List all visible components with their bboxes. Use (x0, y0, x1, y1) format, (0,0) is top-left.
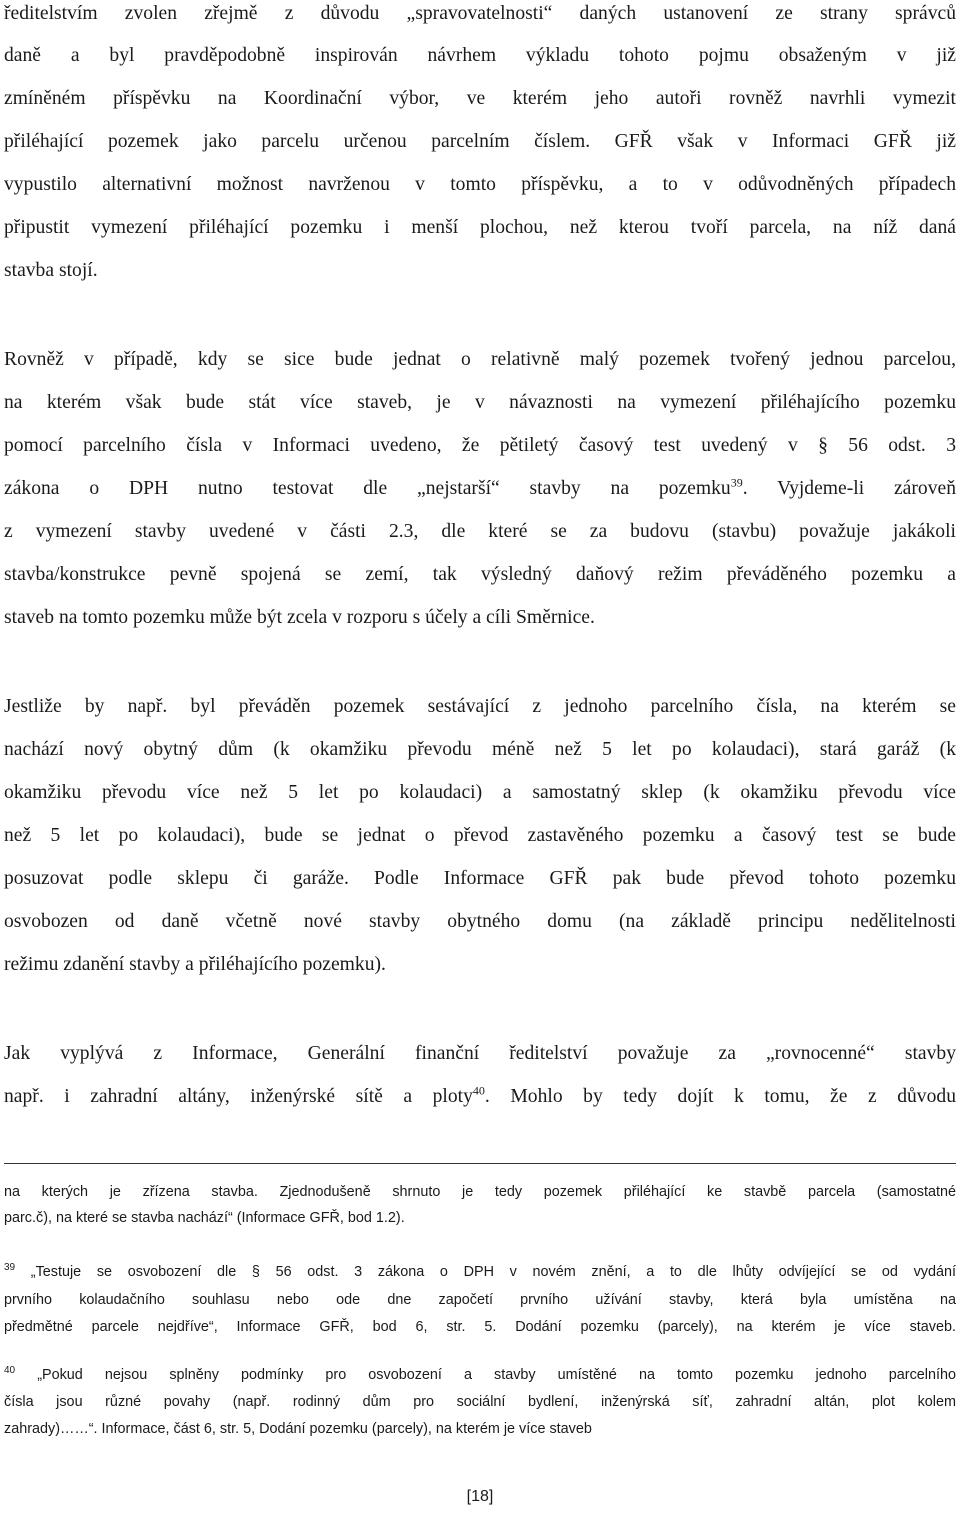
page-number: [18] (466, 1488, 494, 1505)
text-line: okamžiku převodu více než 5 let po kolaudaci) a samostatný sklep (k okamžiku převodu více (4, 782, 956, 803)
text-line: daně a byl pravděpodobně inspirován návrhem výkladu tohoto pojmu obsaženým v již (4, 45, 956, 66)
text-line: připustit vymezení přiléhající pozemku i menší plochou, než kterou tvoří parcela, na níž daná (4, 217, 956, 238)
text-line: zmíněném příspěvku na Koordinační výbor, ve kterém jeho autoři rovněž navrhli vymezit (4, 88, 956, 109)
footnote-line: čísla jsou různé povahy (např. rodinný dům pro sociální bydlení, inženýrská síť, zahradní altán, plot kolem (4, 1394, 956, 1410)
footnote-continuation-line: parc.č), na které se stavba nachází“ (Informace GFŘ, bod 1.2). (4, 1210, 405, 1226)
footnote-separator (4, 1163, 956, 1164)
footnote-ref-40[interactable]: 40 (472, 1083, 485, 1098)
footnote-40 (4, 1365, 956, 1383)
footnote-number: 39 (4, 1262, 16, 1274)
text-line: na kterém však bude stát více staveb, je v návaznosti na vymezení přiléhajícího pozemku (4, 392, 956, 413)
text-line (4, 1083, 956, 1107)
footnote-ref-39[interactable]: 39 (730, 475, 743, 490)
text-segment: zákona o DPH nutno testovat dle „nejstarší“ stavby na pozemku (4, 478, 731, 499)
text-segment: . Vyjdeme-li zároveň (742, 478, 956, 499)
footnote-line: zahrady)……“. Informace, část 6, str. 5, Dodání pozemku (parcely), na kterém je více staveb (4, 1421, 592, 1437)
footnote-text: „Testuje se osvobození dle § 56 odst. 3 zákona o DPH v novém znění, a to dle lhůty odvíjející se od vydání (15, 1264, 956, 1280)
text-line: Rovněž v případě, kdy se sice bude jednat o relativně malý pozemek tvořený jednou parcelou, (4, 349, 956, 370)
text-line: posuzovat podle sklepu či garáže. Podle Informace GFŘ pak bude převod tohoto pozemku (4, 868, 956, 889)
footnote-line: předmětné parcele nejdříve“, Informace GFŘ, bod 6, str. 5. Dodání pozemku (parcely), na kterém je více staveb. (4, 1319, 956, 1335)
text-line: stavba stojí. (4, 260, 98, 281)
text-line: pomocí parcelního čísla v Informaci uvedeno, že pětiletý časový test uvedený v § 56 odst. 3 (4, 435, 956, 456)
text-line: staveb na tomto pozemku může být zcela v rozporu s účely a cíli Směrnice. (4, 607, 595, 628)
text-segment: . Mohlo by tedy dojít k tomu, že z důvodu (484, 1086, 956, 1107)
text-line: stavba/konstrukce pevně spojená se zemí, tak výsledný daňový režim převáděného pozemku a (4, 564, 956, 585)
footnote-number: 40 (4, 1365, 16, 1377)
text-line: režimu zdanění stavby a přiléhajícího pozemku). (4, 954, 386, 975)
text-line: přiléhající pozemek jako parcelu určenou parcelním číslem. GFŘ však v Informaci GFŘ již (4, 131, 956, 152)
footnote-text: „Pokud nejsou splněny podmínky pro osvobození a stavby umístěné na tomto pozemku jednoho parcelního (15, 1367, 956, 1383)
text-line: Jestliže by např. byl převáděn pozemek sestávající z jednoho parcelního čísla, na kterém se (4, 696, 956, 717)
footnote-line: prvního kolaudačního souhlasu nebo ode dne započetí prvního užívání stavby, která byla umístěna na (4, 1292, 956, 1308)
text-line: Jak vyplývá z Informace, Generální finanční ředitelství považuje za „rovnocenné“ stavby (4, 1043, 956, 1064)
text-line: ředitelstvím zvolen zřejmě z důvodu „spravovatelnosti“ daných ustanovení ze strany správců (4, 3, 956, 24)
text-segment: např. i zahradní altány, inženýrské sítě a ploty (4, 1086, 473, 1107)
footnote-39 (4, 1262, 956, 1280)
text-line: než 5 let po kolaudaci), bude se jednat o převod zastavěného pozemku a časový test se bude (4, 825, 956, 846)
text-line: z vymezení stavby uvedené v části 2.3, dle které se za budovu (stavbu) považuje jakákoli (4, 521, 956, 542)
text-line: vypustilo alternativní možnost navrženou v tomto příspěvku, a to v odůvodněných případech (4, 174, 956, 195)
text-line: nachází nový obytný dům (k okamžiku převodu méně než 5 let po kolaudaci), stará garáž (k (4, 739, 956, 760)
footnote-continuation-line: na kterých je zřízena stavba. Zjednodušeně shrnuto je tedy pozemek přiléhající ke stavbě parcela (samostatné (4, 1184, 956, 1200)
text-line (4, 475, 956, 499)
text-line: osvobozen od daně včetně nové stavby obytného domu (na základě principu nedělitelnosti (4, 911, 956, 932)
